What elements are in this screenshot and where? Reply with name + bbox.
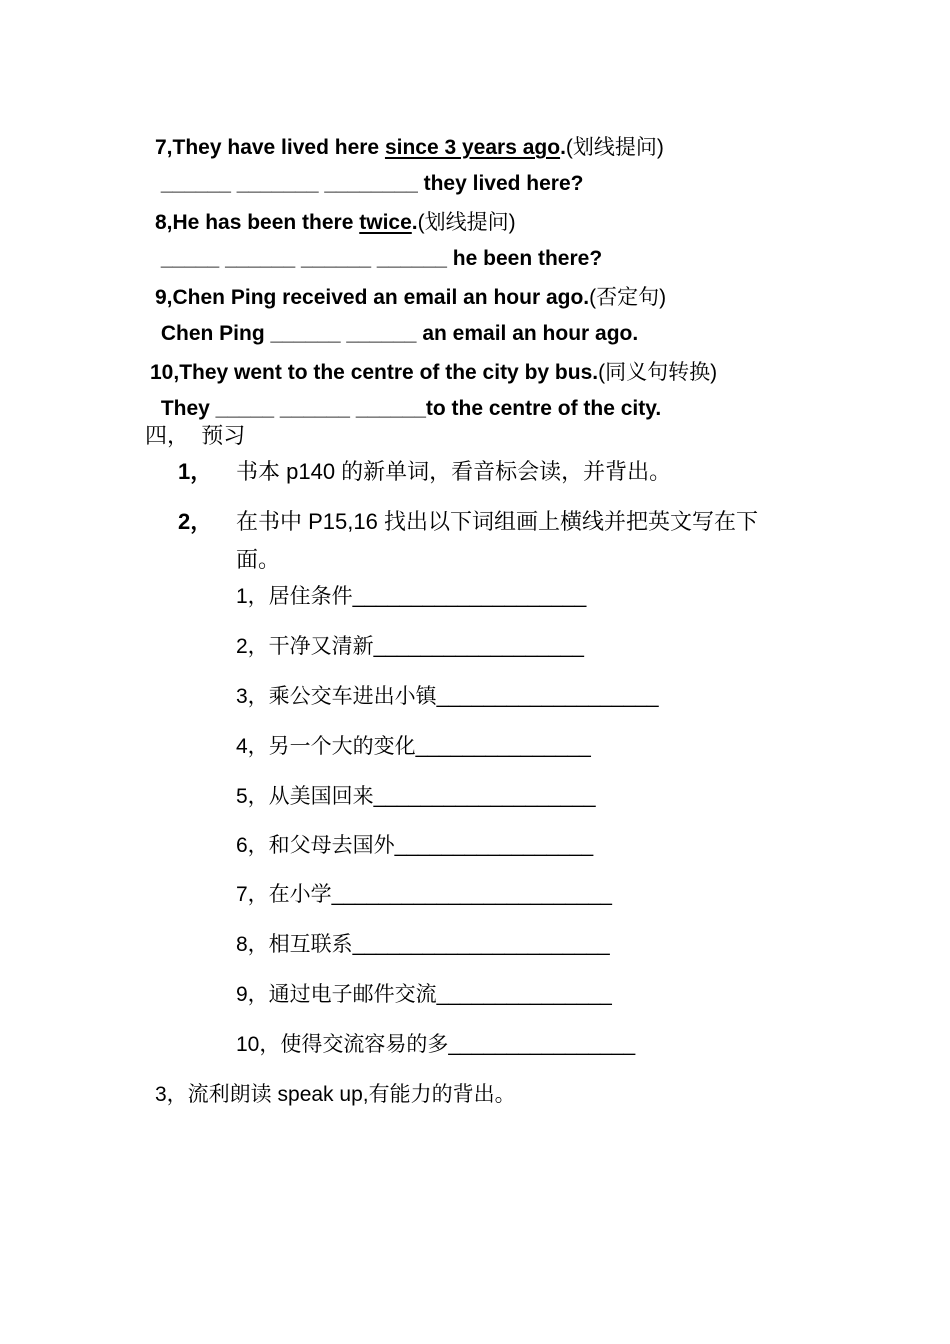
question-text: 9,Chen Ping received an email an hour ago. xyxy=(155,286,590,309)
underlined-phrase: twice xyxy=(359,211,412,234)
question-punct: . xyxy=(411,211,418,234)
section-heading: 四， 预习 xyxy=(145,423,246,448)
instruction-note: (划线提问) xyxy=(417,211,516,234)
phrase-item: 8，相互联系______________________ xyxy=(236,933,610,956)
phrase-item: 9，通过电子邮件交流_______________ xyxy=(236,983,612,1006)
question-text: 7,They have lived here xyxy=(155,136,385,159)
underlined-phrase: since 3 years ago xyxy=(384,136,561,159)
preview-item-2-text-line1: 在书中 P15,16 找出以下词组画上横线并把英文写在下 xyxy=(236,509,758,534)
exercise-9-question xyxy=(155,284,666,312)
phrase-item: 4，另一个大的变化_______________ xyxy=(236,735,591,758)
preview-item-2-text-line2: 面。 xyxy=(236,547,281,572)
preview-item-3: 3，流利朗读 speak up,有能力的背出。 xyxy=(155,1083,516,1106)
instruction-note: (否定句) xyxy=(589,286,667,309)
phrase-item: 1，居住条件____________________ xyxy=(236,585,587,608)
instruction-note: (划线提问) xyxy=(565,136,664,159)
preview-item-1-number: 1， xyxy=(178,459,213,484)
exercise-8-answer: _____ ______ ______ ______ he been there? xyxy=(155,247,603,270)
exercise-7-answer: ______ _______ ________ they lived here? xyxy=(155,172,584,195)
question-text: 8,He has been there xyxy=(155,211,360,234)
preview-item-2-number: 2， xyxy=(178,509,213,534)
phrase-item: 2，干净又清新__________________ xyxy=(236,635,584,658)
exercise-10-answer: They _____ ______ ______to the centre of the city. xyxy=(155,397,662,420)
phrase-item: 5，从美国回来___________________ xyxy=(236,785,596,808)
phrase-item: 7，在小学________________________ xyxy=(236,883,612,906)
phrase-item: 10，使得交流容易的多________________ xyxy=(236,1033,636,1056)
instruction-note: (同义句转换) xyxy=(598,361,718,384)
exercise-10-question xyxy=(150,359,717,387)
preview-item-1-text: 书本 p140 的新单词，看音标会读，并背出。 xyxy=(236,459,672,484)
exercise-7-question xyxy=(155,134,664,162)
exercise-8-question xyxy=(155,209,516,237)
phrase-item: 3，乘公交车进出小镇___________________ xyxy=(236,685,659,708)
exercise-9-answer: Chen Ping ______ ______ an email an hour ago. xyxy=(155,322,639,345)
question-punct: . xyxy=(560,136,566,159)
phrase-item: 6，和父母去国外_________________ xyxy=(236,834,594,857)
question-text: 10,They went to the centre of the city by bus. xyxy=(150,361,599,384)
